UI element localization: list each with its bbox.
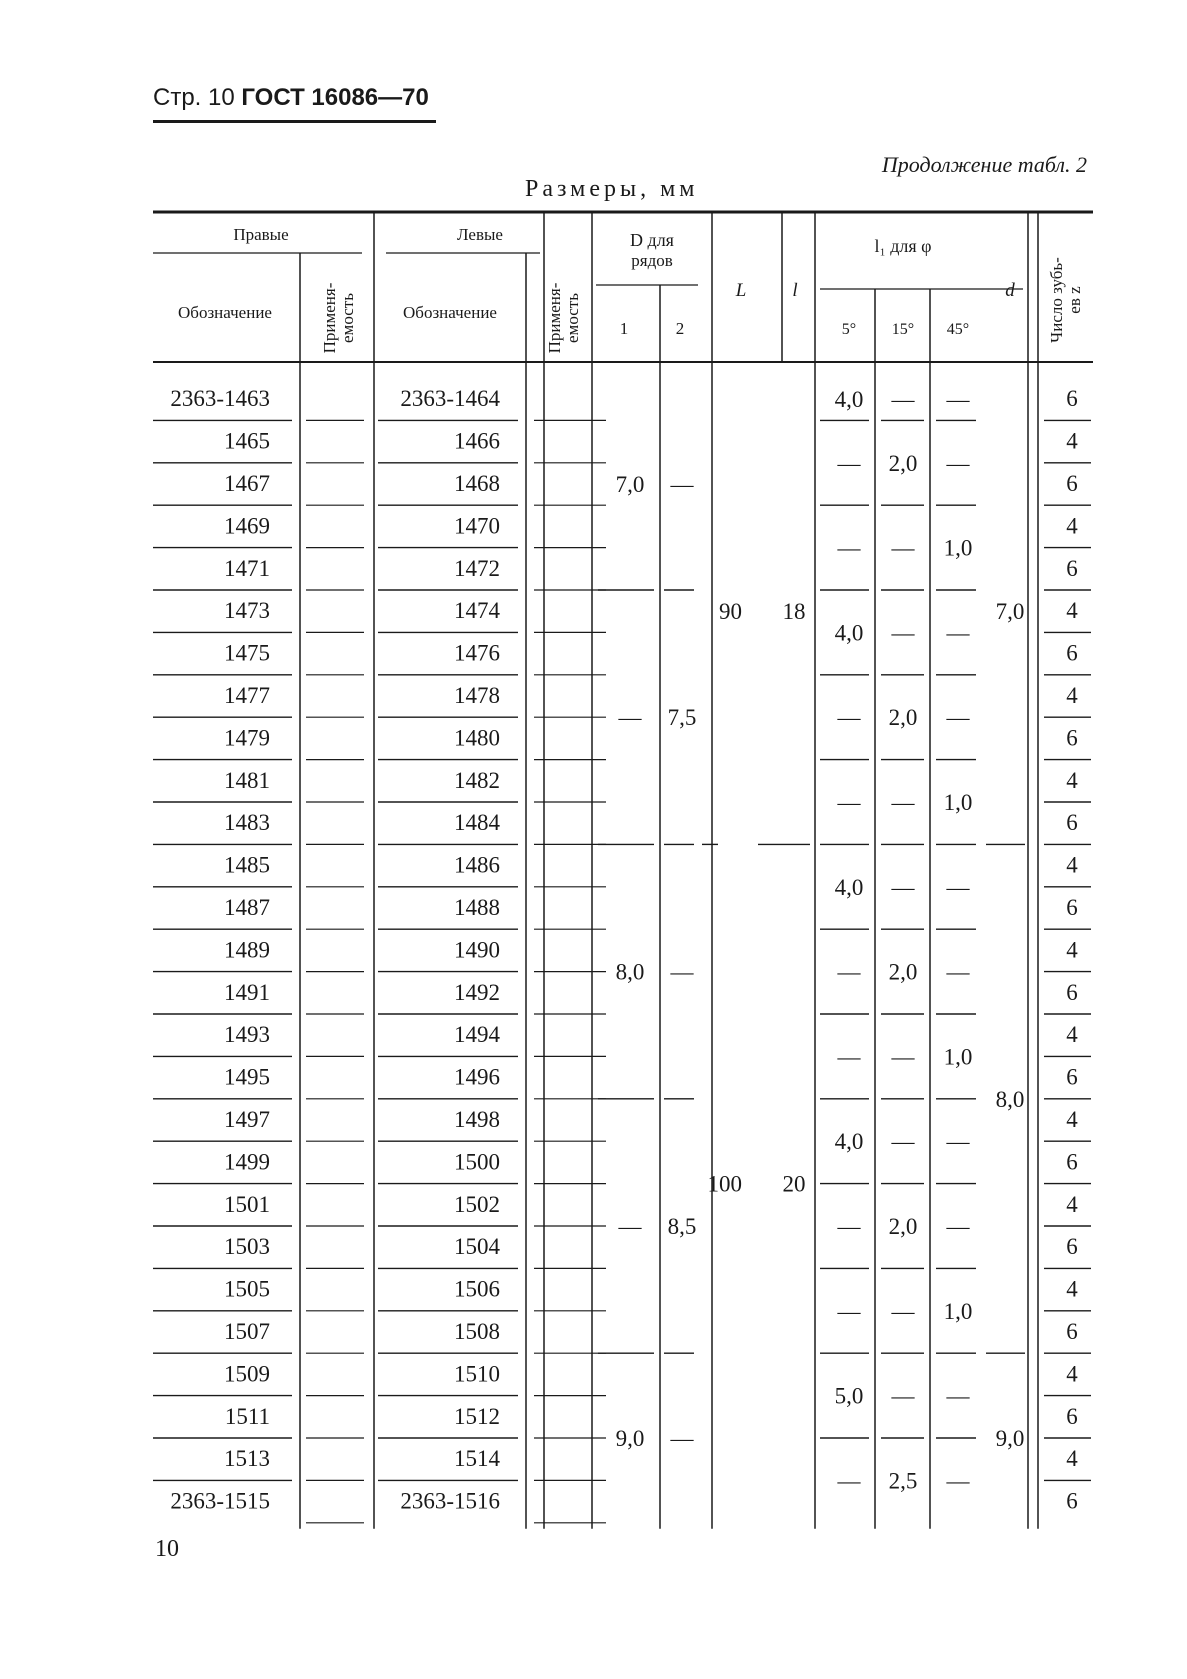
l1-45deg-value: — bbox=[946, 705, 970, 731]
teeth-count: 6 bbox=[1066, 725, 1078, 751]
teeth-count: 4 bbox=[1066, 1446, 1078, 1472]
designation-right: 1489 bbox=[224, 937, 270, 963]
designation-left: 1496 bbox=[454, 1064, 500, 1090]
designation-right: 1471 bbox=[224, 555, 270, 581]
designation-left: 1480 bbox=[454, 725, 500, 751]
designation-left: 1470 bbox=[454, 513, 500, 539]
teeth-count: 6 bbox=[1066, 555, 1078, 581]
header-applicability-right: Применя- bbox=[320, 282, 339, 354]
page-label: Стр. 10 bbox=[153, 84, 235, 111]
l1-45deg-value: — bbox=[946, 1129, 970, 1155]
designation-right: 1483 bbox=[224, 810, 270, 836]
designation-right: 1473 bbox=[224, 598, 270, 624]
l1-15deg-value: — bbox=[891, 790, 915, 815]
l1-5deg-value: — bbox=[837, 1468, 861, 1494]
designation-right: 1503 bbox=[224, 1234, 270, 1260]
designation-left: 1482 bbox=[454, 767, 500, 793]
designation-left: 1492 bbox=[454, 979, 500, 1005]
teeth-count: 6 bbox=[1066, 1319, 1078, 1344]
l1-45deg-value: — bbox=[946, 1468, 970, 1494]
teeth-count: 6 bbox=[1066, 471, 1078, 496]
D-row2-value: — bbox=[670, 959, 694, 985]
teeth-count: 4 bbox=[1066, 683, 1078, 708]
designation-right: 1485 bbox=[224, 852, 270, 878]
l1-45deg-value: — bbox=[946, 1214, 970, 1239]
l1-5deg-value: 4,0 bbox=[834, 387, 864, 413]
l1-45deg-value: 1,0 bbox=[943, 535, 973, 561]
header-right: Правые bbox=[233, 225, 289, 244]
teeth-count: 6 bbox=[1066, 895, 1078, 920]
l1-15deg-value: — bbox=[891, 620, 915, 646]
teeth-count: 6 bbox=[1066, 1403, 1078, 1429]
designation-right: 1475 bbox=[224, 640, 270, 666]
teeth-count: 4 bbox=[1066, 513, 1078, 539]
teeth-count: 4 bbox=[1066, 1276, 1078, 1302]
D-row1-value: — bbox=[618, 705, 642, 731]
designation-right: 1465 bbox=[224, 428, 270, 454]
L-value: 100 bbox=[707, 1171, 742, 1197]
designation-left: 1508 bbox=[454, 1319, 500, 1344]
d-value: 9,0 bbox=[995, 1426, 1025, 1451]
l1-45deg-value: 1,0 bbox=[943, 1044, 973, 1070]
l1-45deg-value: 1,0 bbox=[943, 790, 973, 815]
designation-left: 1500 bbox=[454, 1149, 500, 1175]
D-row2-value: — bbox=[670, 1426, 694, 1451]
l1-5deg-value: — bbox=[837, 1298, 861, 1324]
header-l1: l₁ для φ bbox=[874, 236, 932, 256]
designation-right: 1511 bbox=[224, 1403, 270, 1429]
l1-15deg-value: 2,0 bbox=[888, 1214, 918, 1239]
l1-5deg-value: — bbox=[837, 959, 861, 985]
teeth-count: 6 bbox=[1066, 386, 1078, 412]
header-applicability-right-2: емость bbox=[338, 293, 357, 343]
l-value: 18 bbox=[782, 599, 806, 625]
header-5deg: 5° bbox=[841, 321, 857, 338]
designation-right: 1507 bbox=[224, 1319, 270, 1344]
teeth-count: 4 bbox=[1066, 1191, 1078, 1217]
designation-left: 1494 bbox=[454, 1022, 500, 1048]
units-label: Размеры, мм bbox=[525, 176, 699, 202]
teeth-count: 6 bbox=[1066, 640, 1078, 666]
D-row1-value: 7,0 bbox=[615, 472, 645, 497]
header-D-2: рядов bbox=[631, 251, 673, 270]
l1-45deg-value: — bbox=[946, 959, 970, 985]
designation-left: 1498 bbox=[454, 1107, 500, 1132]
designation-left: 1504 bbox=[454, 1234, 500, 1260]
l1-15deg-value: — bbox=[891, 1044, 915, 1070]
l1-15deg-value: — bbox=[891, 874, 915, 900]
designation-left: 1478 bbox=[454, 683, 500, 708]
teeth-count: 4 bbox=[1066, 937, 1078, 963]
standard-code: ГОСТ 16086—70 bbox=[241, 84, 429, 111]
D-row1-value: 9,0 bbox=[615, 1426, 645, 1451]
l1-15deg-value: 2,5 bbox=[888, 1468, 918, 1494]
header-teeth: Число зубь- bbox=[1047, 257, 1066, 343]
l1-5deg-value: — bbox=[837, 535, 861, 561]
designation-left: 1506 bbox=[454, 1276, 500, 1302]
teeth-count: 4 bbox=[1066, 1107, 1078, 1132]
header-l: l bbox=[792, 280, 798, 301]
teeth-count: 6 bbox=[1066, 1488, 1078, 1514]
l1-15deg-value: — bbox=[891, 535, 915, 561]
D-row2-value: 8,5 bbox=[667, 1214, 697, 1239]
D-row1-value: — bbox=[618, 1214, 642, 1239]
designation-left: 2363-1516 bbox=[400, 1488, 500, 1514]
l1-45deg-value: — bbox=[946, 620, 970, 646]
teeth-count: 6 bbox=[1066, 1234, 1078, 1260]
header-15deg: 15° bbox=[891, 321, 915, 338]
l1-5deg-value: 5,0 bbox=[834, 1383, 864, 1409]
l1-15deg-value: — bbox=[891, 387, 915, 413]
teeth-count: 4 bbox=[1066, 767, 1078, 793]
designation-right: 1491 bbox=[224, 979, 270, 1005]
designation-right: 1499 bbox=[224, 1149, 270, 1175]
designation-right: 1501 bbox=[224, 1191, 270, 1217]
designation-left: 1476 bbox=[454, 640, 500, 666]
header-d: d bbox=[1005, 280, 1015, 301]
l1-45deg-value: — bbox=[946, 1383, 970, 1409]
designation-left: 1514 bbox=[454, 1446, 500, 1472]
l1-5deg-value: — bbox=[837, 450, 861, 476]
l1-5deg-value: 4,0 bbox=[834, 620, 864, 646]
designation-right: 1505 bbox=[224, 1276, 270, 1302]
header-designation-right: Обозначение bbox=[178, 303, 272, 322]
d-value: 7,0 bbox=[995, 599, 1025, 625]
teeth-count: 4 bbox=[1066, 852, 1078, 878]
teeth-count: 6 bbox=[1066, 810, 1078, 836]
teeth-count: 4 bbox=[1066, 1022, 1078, 1048]
teeth-count: 6 bbox=[1066, 1064, 1078, 1090]
l1-5deg-value: — bbox=[837, 790, 861, 815]
header-row1: 1 bbox=[619, 319, 629, 338]
teeth-count: 6 bbox=[1066, 979, 1078, 1005]
l1-15deg-value: — bbox=[891, 1298, 915, 1324]
continuation-note: Продолжение табл. 2 bbox=[881, 152, 1087, 177]
designation-right: 1477 bbox=[224, 683, 270, 708]
L-value: 90 bbox=[719, 599, 742, 625]
designation-left: 1484 bbox=[454, 810, 500, 836]
designation-left: 1486 bbox=[454, 852, 500, 878]
header-left: Левые bbox=[457, 225, 503, 244]
l1-15deg-value: 2,0 bbox=[888, 959, 918, 985]
teeth-count: 4 bbox=[1066, 598, 1078, 624]
designation-right: 1513 bbox=[224, 1446, 270, 1472]
designation-right: 1481 bbox=[224, 767, 270, 793]
l1-45deg-value: — bbox=[946, 387, 970, 413]
teeth-count: 4 bbox=[1066, 428, 1078, 454]
designation-right: 1467 bbox=[224, 471, 270, 496]
d-value: 8,0 bbox=[995, 1086, 1025, 1112]
l1-15deg-value: — bbox=[891, 1129, 915, 1155]
header-applicability-left-2: емость bbox=[563, 293, 582, 343]
designation-right: 1493 bbox=[224, 1022, 270, 1048]
designation-left: 1466 bbox=[454, 428, 500, 454]
l1-15deg-value: 2,0 bbox=[888, 450, 918, 476]
l1-5deg-value: 4,0 bbox=[834, 874, 864, 900]
l1-5deg-value: — bbox=[837, 705, 861, 731]
designation-left: 1512 bbox=[454, 1403, 500, 1429]
l1-15deg-value: 2,0 bbox=[888, 705, 918, 731]
designation-right: 1495 bbox=[224, 1064, 270, 1090]
header-L: L bbox=[735, 280, 747, 301]
l1-5deg-value: — bbox=[837, 1044, 861, 1070]
l1-45deg-value: 1,0 bbox=[943, 1298, 973, 1324]
designation-left: 1468 bbox=[454, 471, 500, 496]
header-45deg: 45° bbox=[946, 321, 970, 338]
designation-right: 1479 bbox=[224, 725, 270, 751]
teeth-count: 6 bbox=[1066, 1149, 1078, 1175]
header-row2: 2 bbox=[675, 319, 685, 338]
header-D: D для bbox=[630, 230, 674, 250]
designation-right: 1487 bbox=[224, 895, 270, 920]
l1-5deg-value: — bbox=[837, 1214, 861, 1239]
teeth-count: 4 bbox=[1066, 1361, 1078, 1387]
l1-5deg-value: 4,0 bbox=[834, 1129, 864, 1155]
page-number: 10 bbox=[155, 1536, 179, 1562]
designation-right: 1509 bbox=[224, 1361, 270, 1387]
D-row2-value: — bbox=[670, 472, 694, 497]
designation-left: 1474 bbox=[454, 598, 500, 624]
designation-left: 2363-1464 bbox=[400, 386, 500, 412]
designation-left: 1510 bbox=[454, 1361, 500, 1387]
designation-right: 2363-1515 bbox=[170, 1488, 270, 1514]
l1-45deg-value: — bbox=[946, 874, 970, 900]
header-applicability-left: Применя- bbox=[545, 282, 564, 354]
designation-right: 1497 bbox=[224, 1107, 270, 1132]
D-row1-value: 8,0 bbox=[615, 959, 645, 985]
D-row2-value: 7,5 bbox=[667, 705, 697, 731]
designation-left: 1490 bbox=[454, 937, 500, 963]
designation-right: 2363-1463 bbox=[170, 386, 270, 412]
designation-right: 1469 bbox=[224, 513, 270, 539]
l-value: 20 bbox=[782, 1171, 806, 1197]
header-designation-left: Обозначение bbox=[403, 303, 497, 322]
designation-left: 1488 bbox=[454, 895, 500, 920]
l1-45deg-value: — bbox=[946, 450, 970, 476]
designation-left: 1502 bbox=[454, 1191, 500, 1217]
header-teeth-2: ев z bbox=[1065, 286, 1084, 314]
designation-left: 1472 bbox=[454, 555, 500, 581]
l1-15deg-value: — bbox=[891, 1383, 915, 1409]
